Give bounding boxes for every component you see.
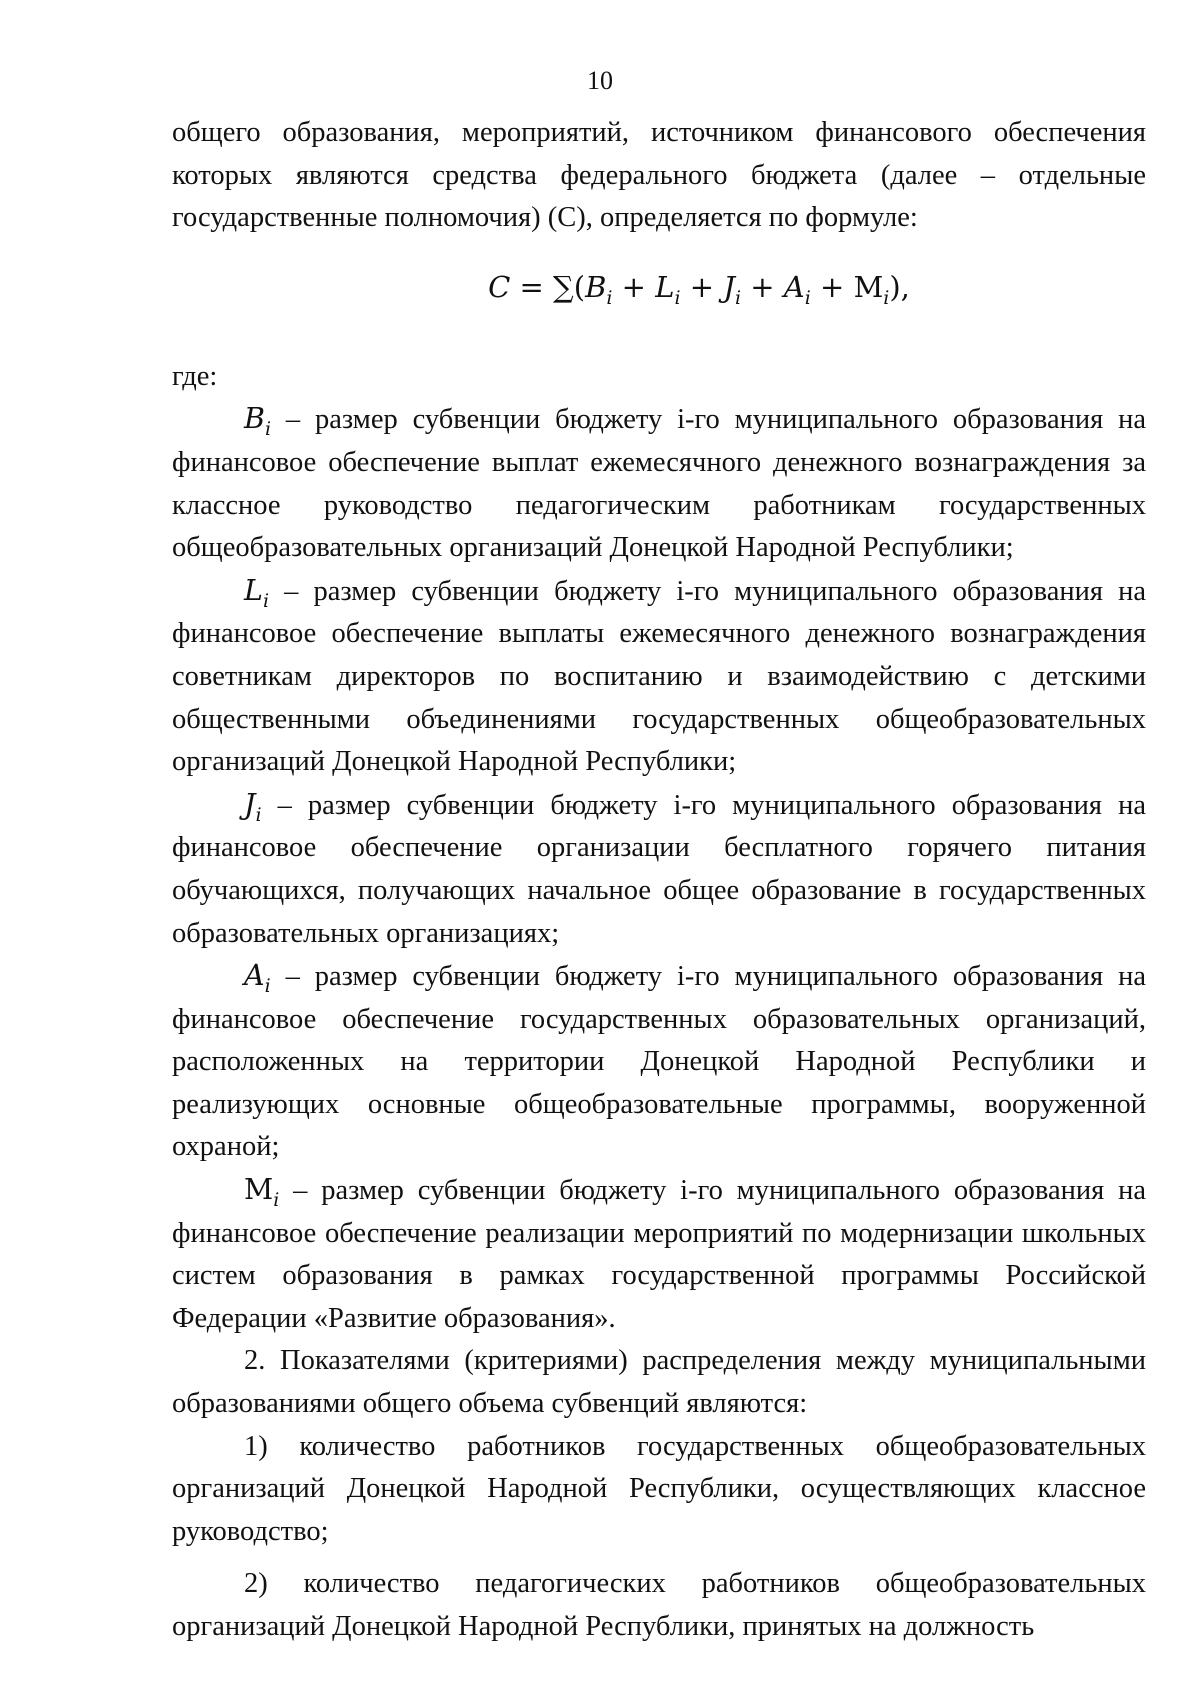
definition-symbol: $B_i$ [244,402,272,441]
formula-plus: + [680,269,724,304]
definition-symbol: $L_i$ [244,573,270,612]
definition-symbol: $J_i$ [244,787,262,826]
definition-text: – размер субвенции бюджету i-го муниципального образования на финансовое обеспечение выплаты ежемесячного денежного вознаграждения советникам директоров по воспитанию и взаимодействию с детскими общественными объединениями государственных общеобразовательных организаций Донецкой Народной Республики; [172,575,1146,778]
intro-paragraph: общего образования, мероприятий, источником финансового обеспечения которых являются средства федерального бюджета (далее – отдельные государственные полномочия) (С), определяется по формуле: [172,117,1146,234]
formula-term: М [853,269,884,304]
formula-term: B [585,269,607,304]
document-body [172,112,1146,1649]
formula-lhs: C [488,269,511,304]
definition-m [172,1169,1146,1340]
formula-plus: + [612,269,656,304]
formula-term: L [655,269,675,304]
definition-symbol: $М_i$ [244,1173,280,1212]
formula-subscript: i [804,286,811,309]
where-label: где: [172,360,218,392]
formula-subscript: i [674,286,681,309]
definition-symbol: $A_i$ [244,959,271,998]
definition-text: – размер субвенции бюджету i-го муниципального образования на финансовое обеспечение выплат ежемесячного денежного вознаграждения за классное руководство педагогическим работникам государственных общеобразовательных организаций Донецкой Народной Республики; [172,404,1146,564]
definition-j [172,784,1146,955]
formula-subscript: i [883,286,890,309]
formula-eq: = ∑( [510,269,586,304]
formula [172,240,1146,344]
definition-text: – размер субвенции бюджету i-го муниципального образования на финансовое обеспечение реализации мероприятий по модернизации школьных систем образования в рамках государственной программы Российской Федерации «Развитие образования». [172,1175,1146,1334]
criteria-item-2: 2) количество педагогических работников общеобразовательных организаций Донецкой Народной Республики, принятых на должность [172,1568,1146,1642]
formula-term: A [783,269,805,304]
formula-close: ), [889,269,910,304]
definition-text: – размер субвенции бюджету i-го муниципального образования на финансовое обеспечение организации бесплатного горячего питания обучающихся, получающих начальное общее образование в государственных образовательных организациях; [172,789,1146,949]
formula-term: J [723,269,735,304]
page-number: 10 [587,66,613,95]
formula-subscript: i [606,286,613,309]
section-2-paragraph: 2. Показателями (критериями) распределения между муниципальными образованиями общего объема субвенций являются: [172,1345,1146,1420]
definition-l [172,570,1146,784]
criteria-item-1: 1) количество работников государственных общеобразовательных организаций Донецкой Народной Республики, осуществляющих классное руководство; [172,1430,1146,1547]
definition-b [172,398,1146,569]
formula-plus: + [741,269,784,304]
formula-plus: + [810,269,854,304]
definition-a [172,955,1146,1169]
formula-subscript: i [734,286,742,309]
definition-text: – размер субвенции бюджету i-го муниципального образования на финансовое обеспечение государственных образовательных организаций, расположенных на территории Донецкой Народной Республики и реализующих основные общеобразовательные программы, вооруженной охраной; [172,961,1146,1163]
